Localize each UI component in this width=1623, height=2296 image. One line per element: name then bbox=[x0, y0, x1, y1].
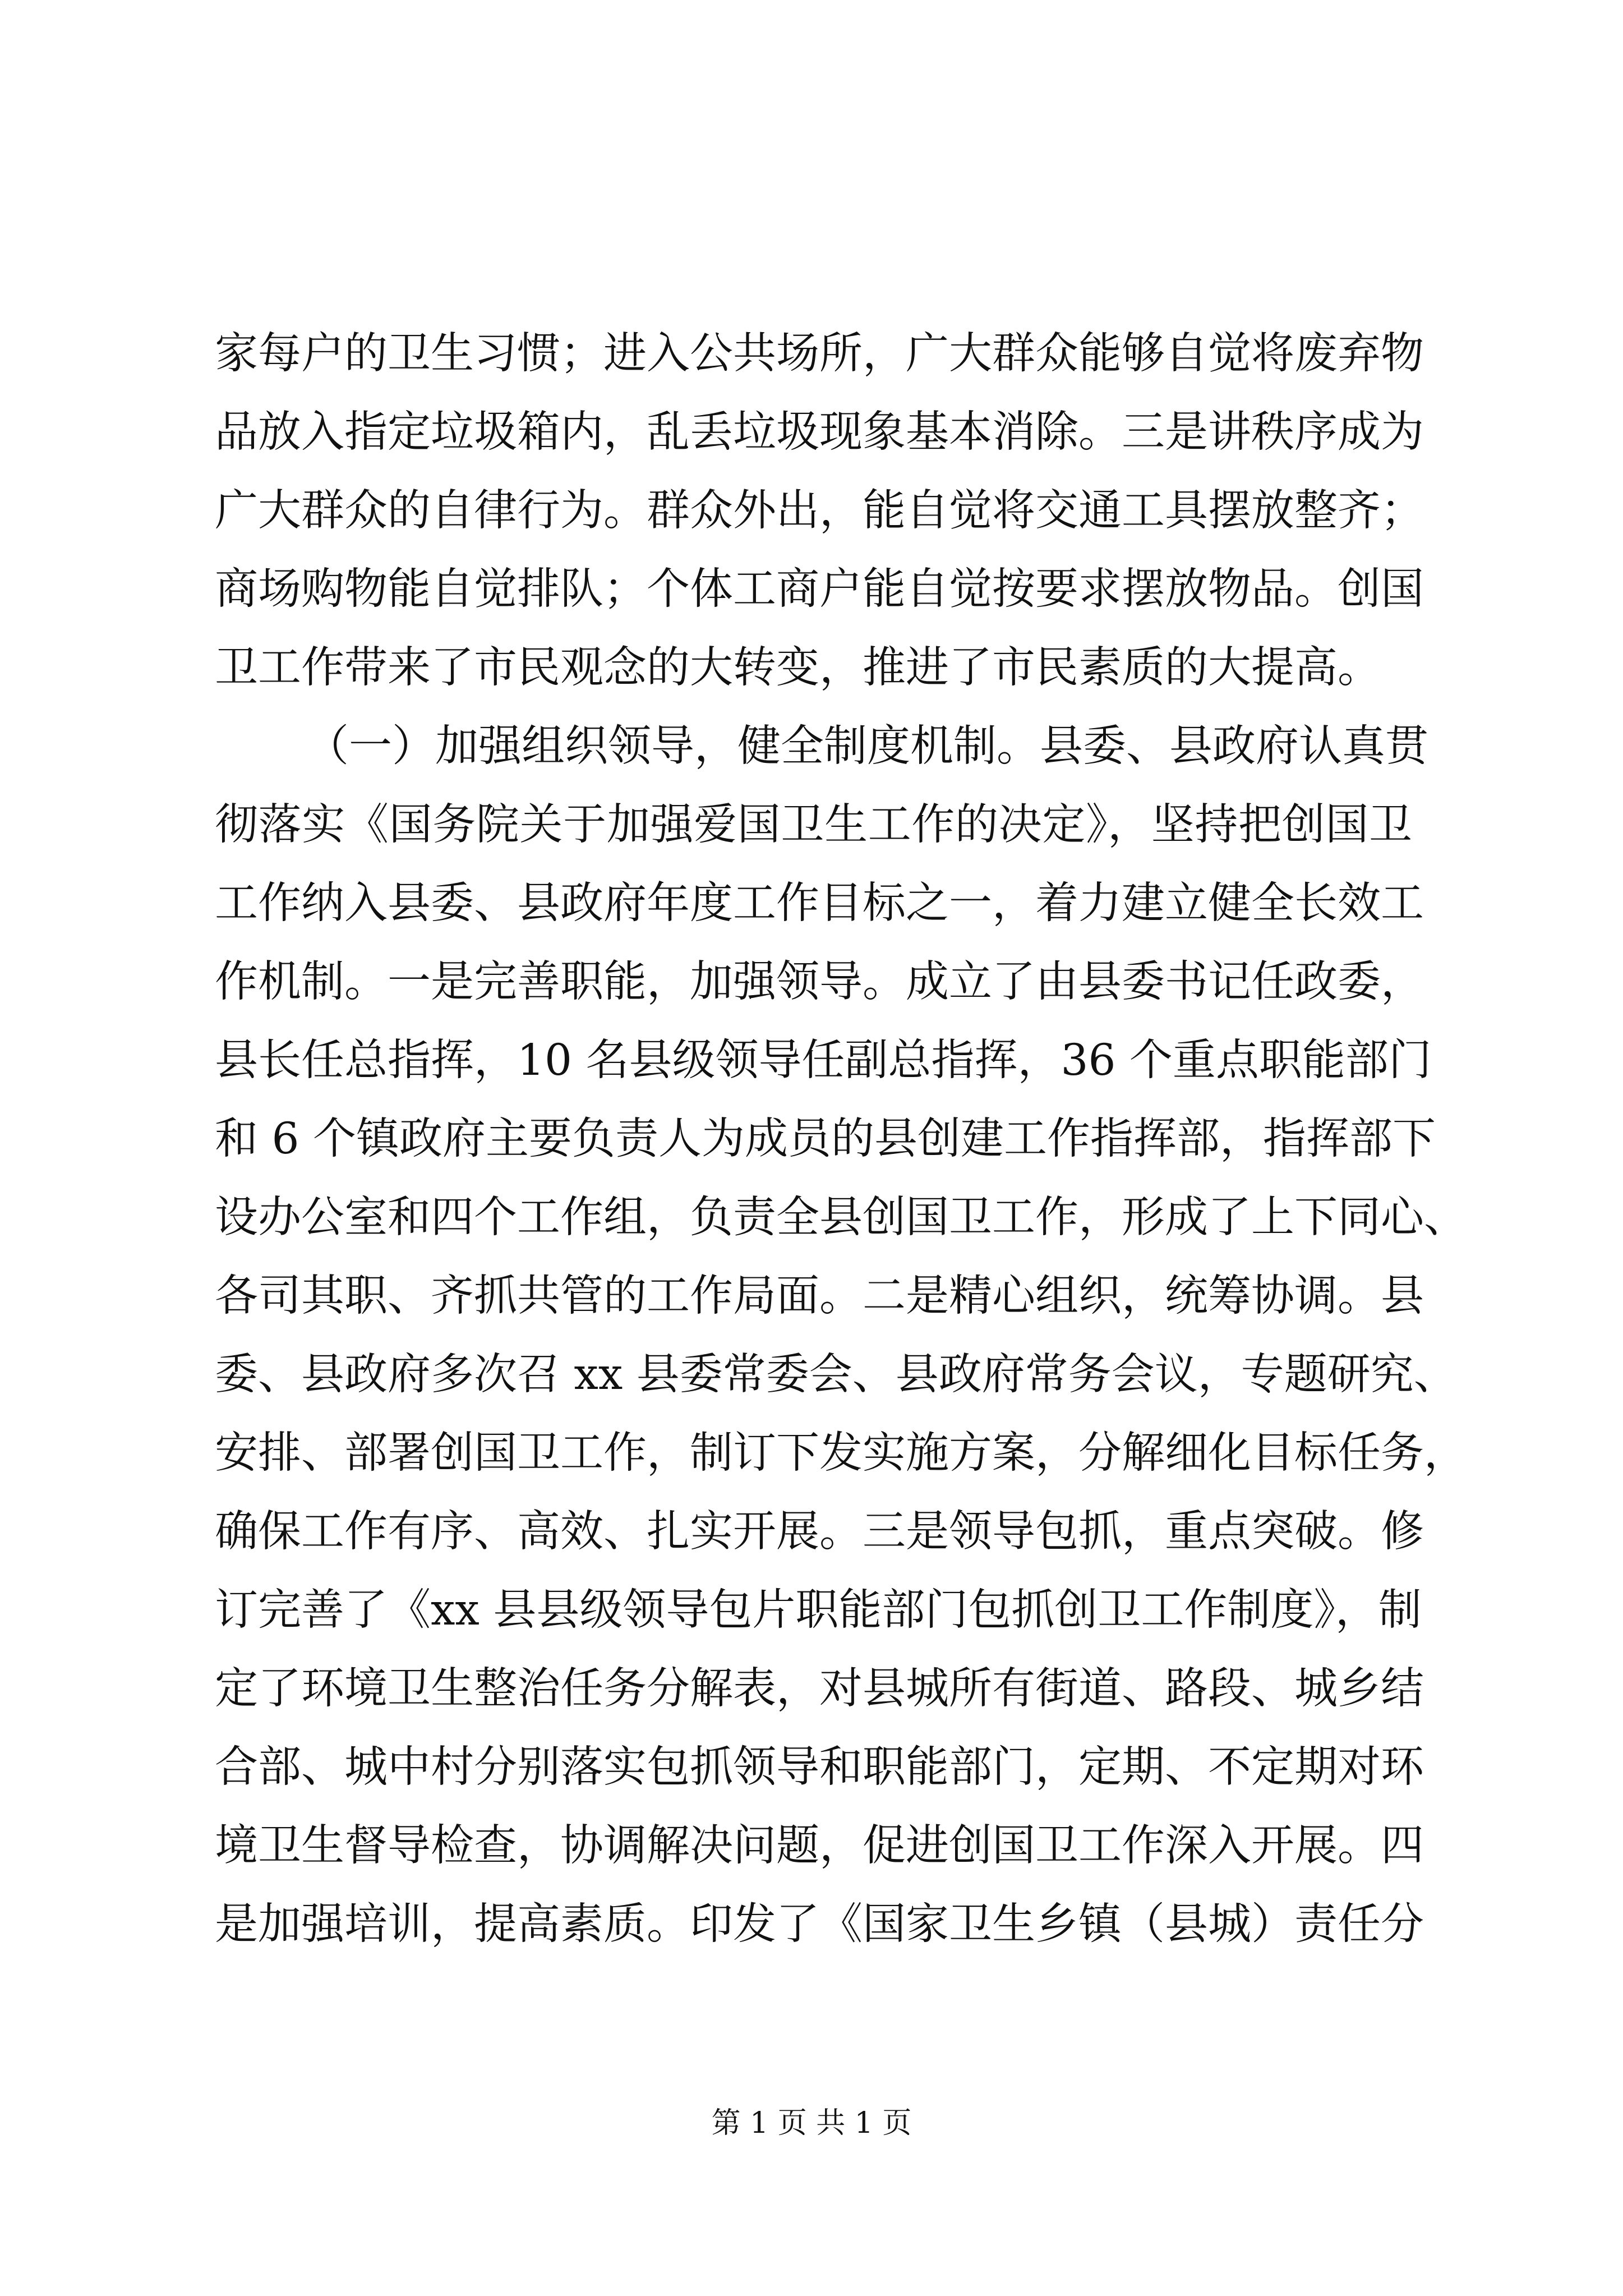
paragraph-line: 家每户的卫生习惯；进入公共场所，广大群众能够自觉将废弃物 bbox=[215, 329, 1424, 379]
paragraph-line: 订完善了《xx 县县级领导包片职能部门包抓创卫工作制度》，制 bbox=[215, 1585, 1422, 1635]
paragraph-line: 商场购物能自觉排队；个体工商户能自觉按要求摆放物品。创国 bbox=[215, 564, 1424, 614]
paragraph-line: 工作纳入县委、县政府年度工作目标之一，着力建立健全长效工 bbox=[215, 878, 1424, 928]
paragraph-line: 境卫生督导检查，协调解决问题，促进创国卫工作深入开展。四 bbox=[215, 1821, 1424, 1871]
paragraph-line: 委、县政府多次召 xx 县委常委会、县政府常务会议，专题研究、 bbox=[215, 1350, 1457, 1400]
paragraph-line: 品放入指定垃圾箱内，乱丢垃圾现象基本消除。三是讲秩序成为 bbox=[215, 407, 1424, 457]
paragraph-line: 卫工作带来了市民观念的大转变，推进了市民素质的大提高。 bbox=[215, 643, 1381, 693]
paragraph-line: 确保工作有序、高效、扎实开展。三是领导包抓，重点突破。修 bbox=[215, 1507, 1424, 1557]
paragraph-line: 安排、部署创国卫工作，制订下发实施方案，分解细化目标任务， bbox=[215, 1428, 1467, 1478]
paragraph-line: 彻落实《国务院关于加强爱国卫生工作的决定》，坚持把创国卫 bbox=[215, 800, 1412, 850]
paragraph-line: 合部、城中村分别落实包抓领导和职能部门，定期、不定期对环 bbox=[215, 1742, 1424, 1792]
paragraph-line: （一）加强组织领导，健全制度机制。县委、县政府认真贯 bbox=[306, 721, 1428, 771]
paragraph-line: 各司其职、齐抓共管的工作局面。二是精心组织，统筹协调。县 bbox=[215, 1271, 1424, 1321]
page-footer: 第 1 页 共 1 页 bbox=[711, 2106, 912, 2140]
paragraph-line: 是加强培训，提高素质。印发了《国家卫生乡镇（县城）责任分 bbox=[215, 1899, 1424, 1949]
paragraph-line: 定了环境卫生整治任务分解表，对县城所有街道、路段、城乡结 bbox=[215, 1664, 1424, 1714]
paragraph-line: 设办公室和四个工作组，负责全县创国卫工作，形成了上下同心、 bbox=[215, 1193, 1467, 1243]
paragraph-line: 广大群众的自律行为。群众外出，能自觉将交通工具摆放整齐； bbox=[215, 486, 1424, 536]
paragraph-line: 作机制。一是完善职能，加强领导。成立了由县委书记任政委， bbox=[215, 957, 1424, 1007]
paragraph-line: 县长任总指挥，10 名县级领导任副总指挥，36 个重点职能部门 bbox=[215, 1036, 1432, 1085]
paragraph-line: 和 6 个镇政府主要负责人为成员的县创建工作指挥部，指挥部下 bbox=[215, 1114, 1436, 1164]
